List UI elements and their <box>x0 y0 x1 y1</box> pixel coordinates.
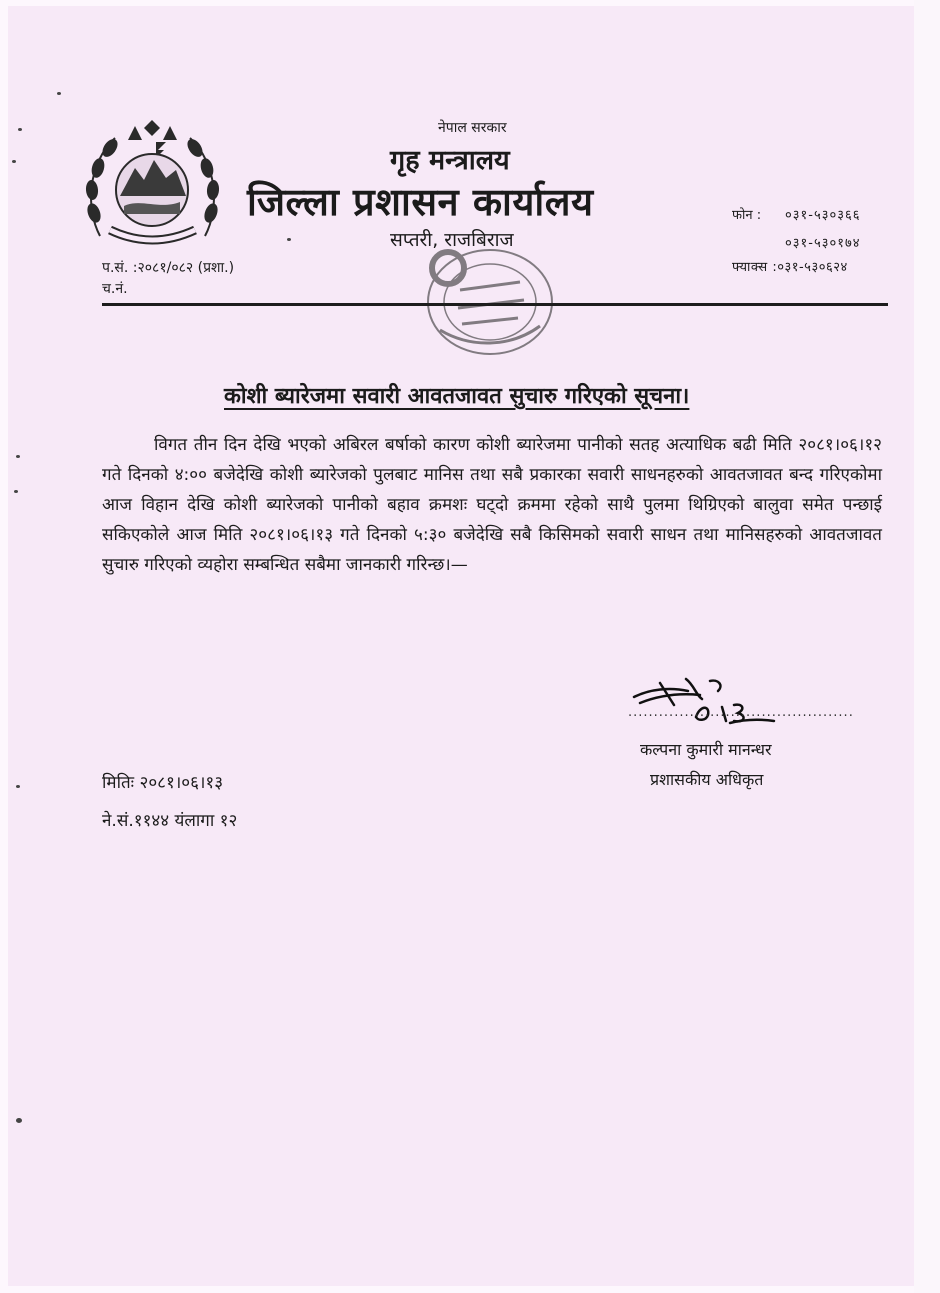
signatory-name: कल्पना कुमारी मानन्धर <box>640 740 772 759</box>
notice-body-text: विगत तीन दिन देखि भएको अबिरल बर्षाको कारण कोशी ब्यारेजमा पानीको सतह अत्याधिक बढी मिति २०८१।०६।१२ गते दिनको ४:०० बजेदेखि कोशी ब्यारेजको पुलबाट मानिस तथा सबै प्रकारका सवारी साधनहरुको आवतजावत बन्द गरिएकोमा आज विहान देखि कोशी ब्यारेजको पानीको बहाव क्रमशः घट्दो क्रममा रहेको साथै पुलमा थिग्रिएको बालुवा समेत पन्छाई सकिएकोले आज मिति २०८१।०६।१३ गते दिनको ५:३० बजेदेखि सबै किसिमको सवारी साधन तथा मानिसहरुको आवतजावत सुचारु गरिएको व्यहोरा सम्बन्धित सबैमा जानकारी गरिन्छ।— <box>102 435 882 575</box>
nepal-emblem-icon <box>80 118 225 253</box>
scan-speck <box>57 92 61 95</box>
phone-number-1: ०३१-५३०३६६ <box>785 208 861 223</box>
scan-speck <box>12 160 16 163</box>
nepal-sambat-date: ने.सं.११४४ यंलागा १२ <box>102 811 238 831</box>
scan-speck <box>16 1118 22 1123</box>
signatory-designation: प्रशासकीय अधिकृत <box>650 770 764 789</box>
notice-title: कोशी ब्यारेजमा सवारी आवतजावत सुचारु गरिएको सूचना। <box>224 384 690 409</box>
reference-number: प.सं. :२०८१/०८२ (प्रशा.) <box>102 260 235 276</box>
scan-speck <box>16 785 20 788</box>
scan-speck <box>18 128 22 131</box>
scan-speck <box>14 490 18 493</box>
signature-line: ............................................ <box>628 705 854 720</box>
letter-date: मितिः २०८१।०६।१३ <box>102 773 224 793</box>
scan-speck <box>16 455 20 458</box>
scan-speck <box>287 238 291 241</box>
office-location: सप्तरी, राजबिराज <box>390 229 514 251</box>
phone-label: फोन : <box>732 208 762 223</box>
ministry-name: गृह मन्त्रालय <box>390 145 510 176</box>
fax-number: फ्याक्स :०३१-५३०६२४ <box>732 260 848 275</box>
office-stamp-icon <box>400 230 570 365</box>
dispatch-number: च.नं. <box>102 281 128 297</box>
scan-margin <box>914 0 940 1293</box>
phone-number-2: ०३१-५३०१७४ <box>785 236 861 251</box>
notice-body <box>102 430 882 580</box>
government-name: नेपाल सरकार <box>438 120 507 136</box>
office-name: जिल्ला प्रशासन कार्यालय <box>247 180 594 224</box>
